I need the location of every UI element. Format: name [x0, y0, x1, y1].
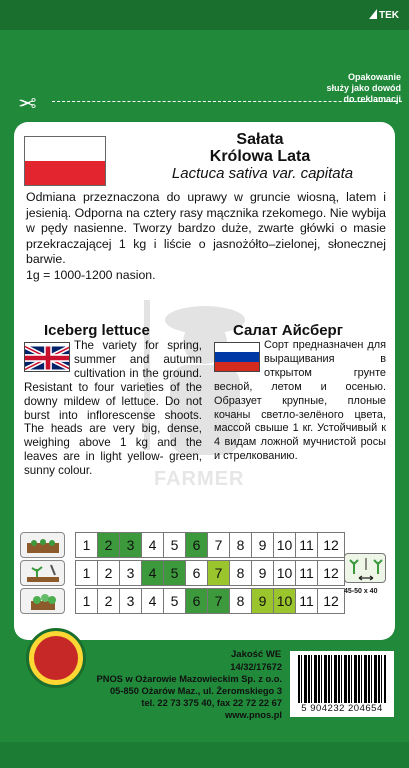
month-cell-5: 5 — [164, 561, 186, 585]
month-cell-2: 2 — [98, 589, 120, 613]
russian-description-text: Сорт предназначен для выращивания в открытом грунте весной, летом и осенью. Образует крупные, плоные кочаны светло-зелёного цвета, массой свыше 1 кг. Устойчивый к 4 видам ложной мучнистой росы и стрелкованию. — [214, 339, 386, 463]
polish-flag-icon — [24, 136, 106, 186]
scissors-icon: ✂ — [18, 90, 37, 115]
month-cell-2: 2 — [98, 533, 120, 557]
month-cell-4: 4 — [142, 533, 164, 557]
seed-tray-icon — [20, 532, 65, 558]
calendar-row-seedlings — [20, 532, 345, 558]
english-title: Iceberg lettuce — [44, 322, 150, 339]
month-cell-6: 6 — [186, 589, 208, 613]
month-cell-4: 4 — [142, 589, 164, 613]
watermark-text: FARMER — [154, 468, 245, 490]
month-grid — [75, 532, 345, 558]
month-cell-4: 4 — [142, 561, 164, 585]
calendar-row-harvest — [20, 588, 345, 614]
bottom-strip — [0, 742, 409, 768]
month-cell-1: 1 — [76, 533, 98, 557]
triangle-icon — [369, 9, 377, 19]
month-cell-6: 6 — [186, 561, 208, 585]
website: www.pnos.pl — [225, 710, 282, 720]
phone-fax: tel. 22 73 375 40, fax 22 72 22 67 — [141, 698, 282, 708]
month-cell-8: 8 — [230, 589, 252, 613]
company-name: PNOS w Ożarowie Mazowieckim Sp. z o.o. — [96, 674, 282, 684]
top-strip — [0, 0, 409, 30]
russian-flag-icon — [214, 342, 260, 372]
month-grid — [75, 560, 345, 586]
cut-line — [52, 101, 402, 102]
spacing-label: 45-50 x 40 — [344, 588, 378, 595]
producer-address — [94, 661, 282, 721]
month-cell-8: 8 — [230, 561, 252, 585]
month-cell-10: 10 — [274, 533, 296, 557]
month-cell-9: 9 — [252, 533, 274, 557]
month-cell-7: 7 — [208, 561, 230, 585]
brand-mark: TEK — [369, 9, 399, 21]
polish-description-text: Odmiana przeznaczona do uprawy w gruncie wiosną, latem i jesienią. Odporna na cztery rasy mącznika rzekomego. Nie wybija w pędy nasienne. Tworzy bardzo duże, zwarte główki o masie przekraczającej 1 kg i liście o jasnożółto–zielonej, słonecznej barwie. — [26, 190, 386, 267]
uk-flag-icon — [24, 342, 70, 372]
month-cell-7: 7 — [208, 589, 230, 613]
harvest-icon — [20, 588, 65, 614]
month-cell-5: 5 — [164, 589, 186, 613]
month-cell-11: 11 — [296, 533, 318, 557]
month-cell-5: 5 — [164, 533, 186, 557]
barcode-bars — [298, 655, 386, 703]
month-cell-6: 6 — [186, 533, 208, 557]
complaint-note: Opakowanie służy jako dowód do reklamacji — [326, 72, 401, 104]
month-cell-11: 11 — [296, 589, 318, 613]
street-address: 05-850 Ożarów Maz., ul. Żeromskiego 3 — [109, 686, 282, 696]
lot-number: 14/32/17672 — [230, 662, 282, 672]
month-cell-1: 1 — [76, 561, 98, 585]
month-cell-9: 9 — [252, 589, 274, 613]
month-cell-7: 7 — [208, 533, 230, 557]
month-cell-3: 3 — [120, 561, 142, 585]
product-title — [140, 131, 380, 165]
title-line-1: Sałata — [236, 131, 284, 148]
month-cell-9: 9 — [252, 561, 274, 585]
barcode-digits: 5 904232 204654 — [301, 703, 383, 714]
month-cell-11: 11 — [296, 561, 318, 585]
month-cell-8: 8 — [230, 533, 252, 557]
calendar-row-sowing — [20, 560, 345, 586]
barcode — [290, 651, 394, 717]
month-cell-3: 3 — [120, 533, 142, 557]
month-cell-12: 12 — [318, 561, 344, 585]
title-line-2: Królowa Lata — [209, 148, 311, 165]
month-cell-3: 3 — [120, 589, 142, 613]
month-cell-12: 12 — [318, 533, 344, 557]
seed-count: 1g = 1000-1200 nasion. — [26, 267, 156, 282]
month-cell-12: 12 — [318, 589, 344, 613]
company-logo — [26, 628, 86, 688]
english-description-text: The variety for spring, summer and autumn cultivation in the ground. Resistant to four varieties of the downy mildew of lettuce. Do not burst into inflorescense shoots. The heads are very big, dense, weighing above 1 kg and the leaves are in light yellow- green, sunny colour. — [24, 339, 202, 478]
latin-name: Lactuca sativa var. capitata — [171, 165, 354, 182]
russian-title: Салат Айсберг — [233, 322, 343, 339]
plant-spacing-icon — [344, 553, 386, 583]
polish-description — [26, 190, 386, 284]
month-grid — [75, 588, 345, 614]
month-cell-10: 10 — [274, 561, 296, 585]
month-cell-10: 10 — [274, 589, 296, 613]
month-cell-1: 1 — [76, 589, 98, 613]
sowing-icon — [20, 560, 65, 586]
quality-label: Jakość WE — [231, 649, 282, 660]
month-cell-2: 2 — [98, 561, 120, 585]
